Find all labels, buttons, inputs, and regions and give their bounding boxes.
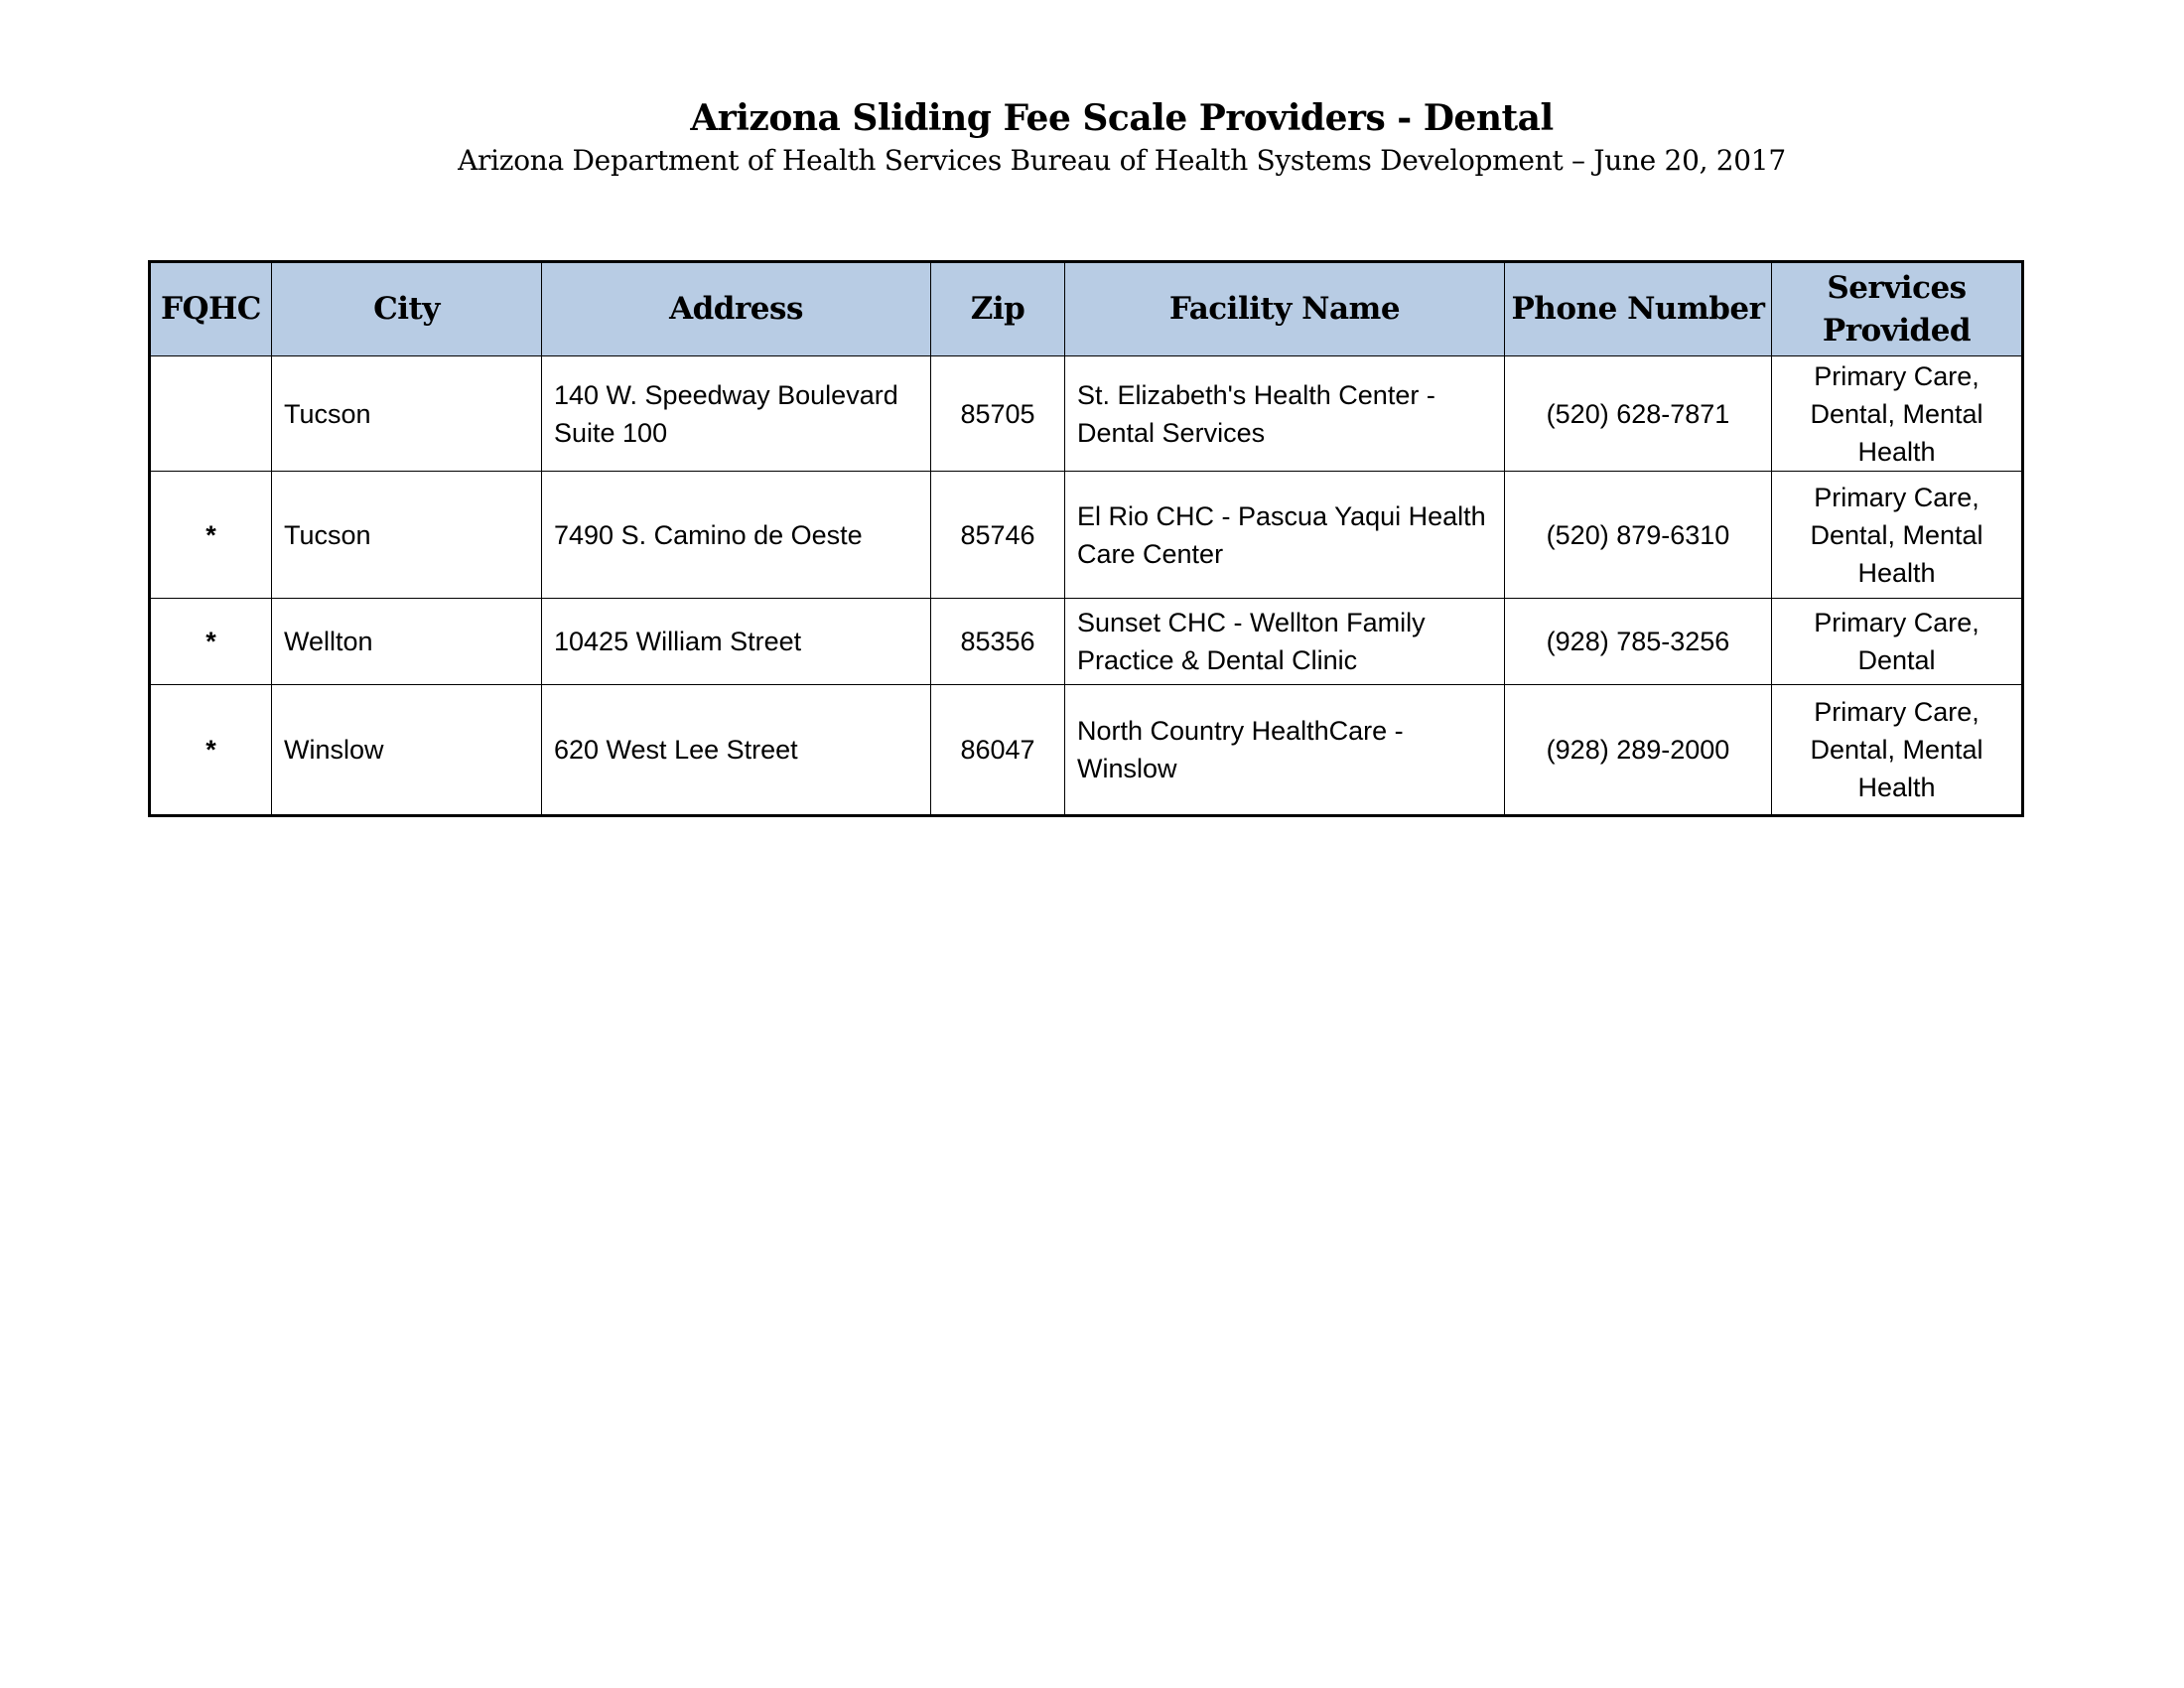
header-address: Address	[542, 262, 931, 356]
cell-zip: 86047	[931, 685, 1065, 816]
document-subtitle: Arizona Department of Health Services Bureau of Health Systems Development – June 20, 2017	[458, 144, 1786, 177]
cell-city: Tucson	[272, 472, 542, 599]
cell-zip: 85746	[931, 472, 1065, 599]
table-row	[150, 356, 2023, 472]
cell-fqhc	[150, 356, 272, 472]
header-fqhc: FQHC	[150, 262, 272, 356]
cell-zip: 85356	[931, 599, 1065, 685]
cell-city: Winslow	[272, 685, 542, 816]
cell-facility-name: El Rio CHC - Pascua Yaqui Health Care Center	[1065, 472, 1505, 599]
header-city: City	[272, 262, 542, 356]
document-header	[0, 95, 2184, 181]
cell-facility-name: North Country HealthCare - Winslow	[1065, 685, 1505, 816]
cell-fqhc: *	[150, 599, 272, 685]
cell-fqhc: *	[150, 685, 272, 816]
cell-phone-number: (520) 879-6310	[1505, 472, 1772, 599]
cell-address: 7490 S. Camino de Oeste	[542, 472, 931, 599]
cell-address: 620 West Lee Street	[542, 685, 931, 816]
cell-services-provided: Primary Care, Dental, Mental Health	[1772, 356, 2023, 472]
cell-services-provided: Primary Care, Dental, Mental Health	[1772, 685, 2023, 816]
header-services-provided: Services Provided	[1772, 262, 2023, 356]
providers-table	[148, 260, 2024, 817]
cell-address: 10425 William Street	[542, 599, 931, 685]
header-zip: Zip	[931, 262, 1065, 356]
cell-phone-number: (928) 785-3256	[1505, 599, 1772, 685]
cell-phone-number: (928) 289-2000	[1505, 685, 1772, 816]
cell-facility-name: St. Elizabeth's Health Center - Dental Services	[1065, 356, 1505, 472]
cell-phone-number: (520) 628-7871	[1505, 356, 1772, 472]
cell-facility-name: Sunset CHC - Wellton Family Practice & Dental Clinic	[1065, 599, 1505, 685]
header-facility-name: Facility Name	[1065, 262, 1505, 356]
table-row	[150, 685, 2023, 816]
table-header-row	[150, 262, 2023, 356]
table-row	[150, 472, 2023, 599]
table-row	[150, 599, 2023, 685]
cell-city: Tucson	[272, 356, 542, 472]
cell-address: 140 W. Speedway Boulevard Suite 100	[542, 356, 931, 472]
cell-services-provided: Primary Care, Dental, Mental Health	[1772, 472, 2023, 599]
cell-fqhc: *	[150, 472, 272, 599]
document-title: Arizona Sliding Fee Scale Providers - Dental	[690, 97, 1554, 139]
header-phone-number: Phone Number	[1505, 262, 1772, 356]
cell-zip: 85705	[931, 356, 1065, 472]
cell-services-provided: Primary Care, Dental	[1772, 599, 2023, 685]
cell-city: Wellton	[272, 599, 542, 685]
